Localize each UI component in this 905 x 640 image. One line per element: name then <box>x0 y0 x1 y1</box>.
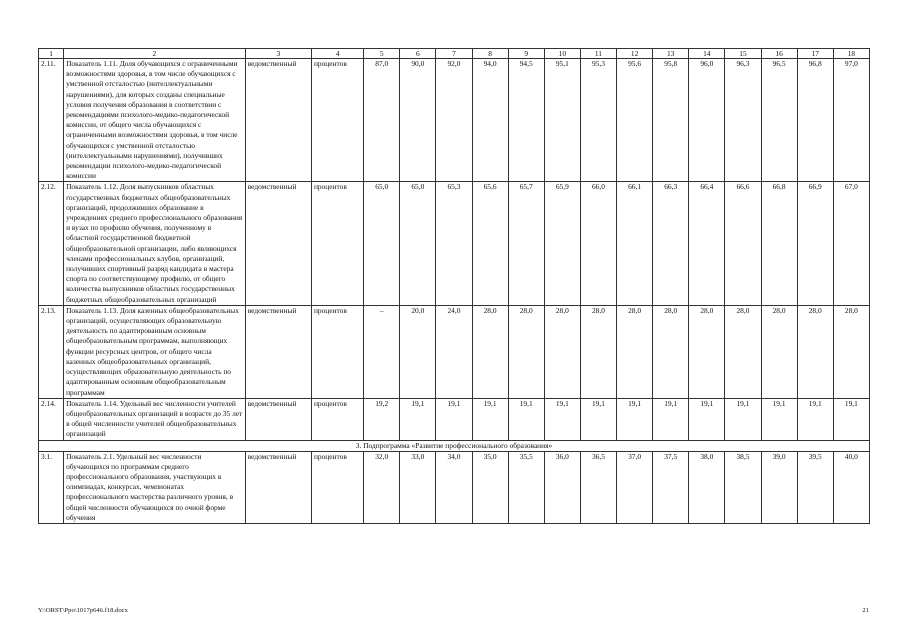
table-row <box>39 59 870 182</box>
column-number-cell: 1 <box>39 49 64 59</box>
column-number-cell: 8 <box>472 49 508 59</box>
row-number: 2.11. <box>39 59 64 182</box>
value-cell: 87,0 <box>364 59 400 182</box>
value-cell: 67,0 <box>833 182 869 305</box>
value-cell: 28,0 <box>797 305 833 398</box>
value-cell: 28,0 <box>508 305 544 398</box>
footer-page-number: 21 <box>862 607 869 614</box>
value-cell: 28,0 <box>761 305 797 398</box>
value-cell: 28,0 <box>544 305 580 398</box>
data-source: ведомственный <box>245 305 311 398</box>
section-header-row <box>39 440 870 451</box>
value-cell: 95,1 <box>544 59 580 182</box>
value-cell: 19,1 <box>761 398 797 440</box>
value-cell: 19,1 <box>508 398 544 440</box>
value-cell: 95,8 <box>653 59 689 182</box>
value-cell: 65,3 <box>436 182 472 305</box>
value-cell: 19,1 <box>617 398 653 440</box>
column-number-cell: 18 <box>833 49 869 59</box>
data-source: ведомственный <box>245 451 311 523</box>
value-cell: 28,0 <box>472 305 508 398</box>
value-cell: 66,3 <box>653 182 689 305</box>
column-number-cell: 10 <box>544 49 580 59</box>
value-cell: 19,1 <box>725 398 761 440</box>
column-number-cell: 5 <box>364 49 400 59</box>
value-cell: 19,1 <box>400 398 436 440</box>
value-cell: 66,1 <box>617 182 653 305</box>
value-cell: 28,0 <box>833 305 869 398</box>
data-source: ведомственный <box>245 59 311 182</box>
value-cell: 34,0 <box>436 451 472 523</box>
column-number-cell: 2 <box>64 49 246 59</box>
value-cell: 19,1 <box>797 398 833 440</box>
column-number-cell: 16 <box>761 49 797 59</box>
value-cell: 96,3 <box>725 59 761 182</box>
data-source: ведомственный <box>245 398 311 440</box>
value-cell: 37,5 <box>653 451 689 523</box>
column-number-cell: 13 <box>653 49 689 59</box>
value-cell: 92,0 <box>436 59 472 182</box>
value-cell: 28,0 <box>580 305 616 398</box>
table-row <box>39 398 870 440</box>
value-cell: 96,5 <box>761 59 797 182</box>
value-cell: 96,8 <box>797 59 833 182</box>
column-number-cell: 14 <box>689 49 725 59</box>
indicator-name: Показатель 2.1. Удельный вес численности обучающихся по программам среднего профессионального образования, участвующих в олимпиадах, конкурсах, чемпионатах профессионального мастерства различного уровня, в общей численности обучающихся по очной форме обучения <box>64 451 246 523</box>
value-cell: – <box>364 305 400 398</box>
value-cell: 19,1 <box>472 398 508 440</box>
indicator-name: Показатель 1.11. Доля обучающихся с ограниченными возможностями здоровья, в том числе обучающихся с умственной отсталостью (интеллектуальными нарушениями), для которых созданы специальные условия получения образования в соответствии с рекомендациями психолого-медико-педагогической комиссии, от общего числа обучающихся с ограниченными возможностями здоровья, в том числе обучающихся с умственной отсталостью (интеллектуальными нарушениями), получивших рекомендации психолого-медико-педагогической комиссии <box>64 59 246 182</box>
unit-of-measure: процентов <box>311 305 363 398</box>
value-cell: 90,0 <box>400 59 436 182</box>
value-cell: 66,6 <box>725 182 761 305</box>
unit-of-measure: процентов <box>311 398 363 440</box>
table-row <box>39 305 870 398</box>
value-cell: 19,1 <box>580 398 616 440</box>
value-cell: 39,5 <box>797 451 833 523</box>
value-cell: 65,0 <box>364 182 400 305</box>
value-cell: 97,0 <box>833 59 869 182</box>
row-number: 2.12. <box>39 182 64 305</box>
value-cell: 96,0 <box>689 59 725 182</box>
value-cell: 19,1 <box>689 398 725 440</box>
value-cell: 65,0 <box>400 182 436 305</box>
value-cell: 36,0 <box>544 451 580 523</box>
column-number-row <box>39 49 870 59</box>
footer-file-path: Y:\ORST\Ppo\1017p646.f18.docx <box>38 607 128 614</box>
value-cell: 95,6 <box>617 59 653 182</box>
value-cell: 94,0 <box>472 59 508 182</box>
column-number-cell: 17 <box>797 49 833 59</box>
value-cell: 94,5 <box>508 59 544 182</box>
value-cell: 19,1 <box>436 398 472 440</box>
value-cell: 33,0 <box>400 451 436 523</box>
value-cell: 66,4 <box>689 182 725 305</box>
value-cell: 19,1 <box>544 398 580 440</box>
value-cell: 28,0 <box>653 305 689 398</box>
value-cell: 20,0 <box>400 305 436 398</box>
value-cell: 35,0 <box>472 451 508 523</box>
indicator-name: Показатель 1.13. Доля казенных общеобразовательных организаций, осуществляющих образовательную деятельность по адаптированным основным общеобразовательным программам, выполняющих функции ресурсных центров, от общего числа казенных общеобразовательных организаций, осуществляющих образовательную деятельность по адаптированным основным общеобразовательным программам <box>64 305 246 398</box>
column-number-cell: 3 <box>245 49 311 59</box>
document-table-container <box>38 48 870 524</box>
row-number: 2.14. <box>39 398 64 440</box>
value-cell: 28,0 <box>689 305 725 398</box>
column-number-cell: 15 <box>725 49 761 59</box>
table-body <box>39 49 870 524</box>
column-number-cell: 7 <box>436 49 472 59</box>
value-cell: 38,5 <box>725 451 761 523</box>
column-number-cell: 4 <box>311 49 363 59</box>
table-row <box>39 451 870 523</box>
value-cell: 66,9 <box>797 182 833 305</box>
column-number-cell: 6 <box>400 49 436 59</box>
value-cell: 40,0 <box>833 451 869 523</box>
column-number-cell: 12 <box>617 49 653 59</box>
row-number: 2.13. <box>39 305 64 398</box>
value-cell: 19,1 <box>653 398 689 440</box>
section-title: 3. Подпрограмма «Развитие профессионального образования» <box>39 440 870 451</box>
unit-of-measure: процентов <box>311 59 363 182</box>
value-cell: 39,0 <box>761 451 797 523</box>
value-cell: 24,0 <box>436 305 472 398</box>
value-cell: 65,6 <box>472 182 508 305</box>
value-cell: 65,7 <box>508 182 544 305</box>
unit-of-measure: процентов <box>311 182 363 305</box>
indicators-table <box>38 48 870 524</box>
value-cell: 38,0 <box>689 451 725 523</box>
column-number-cell: 9 <box>508 49 544 59</box>
value-cell: 19,1 <box>833 398 869 440</box>
row-number: 3.1. <box>39 451 64 523</box>
value-cell: 19,2 <box>364 398 400 440</box>
value-cell: 36,5 <box>580 451 616 523</box>
value-cell: 37,0 <box>617 451 653 523</box>
value-cell: 28,0 <box>725 305 761 398</box>
indicator-name: Показатель 1.14. Удельный вес численности учителей общеобразовательных организаций в возрасте до 35 лет в общей численности учителей общеобразовательных организаций <box>64 398 246 440</box>
unit-of-measure: процентов <box>311 451 363 523</box>
table-row <box>39 182 870 305</box>
data-source: ведомственный <box>245 182 311 305</box>
column-number-cell: 11 <box>580 49 616 59</box>
value-cell: 32,0 <box>364 451 400 523</box>
value-cell: 35,5 <box>508 451 544 523</box>
value-cell: 65,9 <box>544 182 580 305</box>
indicator-name: Показатель 1.12. Доля выпускников областных государственных бюджетных общеобразовательных организаций, продолживших образование в учреждениях среднего профессионального образования и вузах по профилю обучения, полученному в областной государственной бюджетной общеобразовательной организации, либо являющихся членами профессиональных клубов, организаций, получивших спортивный разряд кандидата в мастера спорта по соответствующему профилю, от общего количества выпускников областных государственных бюджетных общеобразовательных организаций <box>64 182 246 305</box>
value-cell: 28,0 <box>617 305 653 398</box>
value-cell: 95,3 <box>580 59 616 182</box>
value-cell: 66,8 <box>761 182 797 305</box>
value-cell: 66,0 <box>580 182 616 305</box>
